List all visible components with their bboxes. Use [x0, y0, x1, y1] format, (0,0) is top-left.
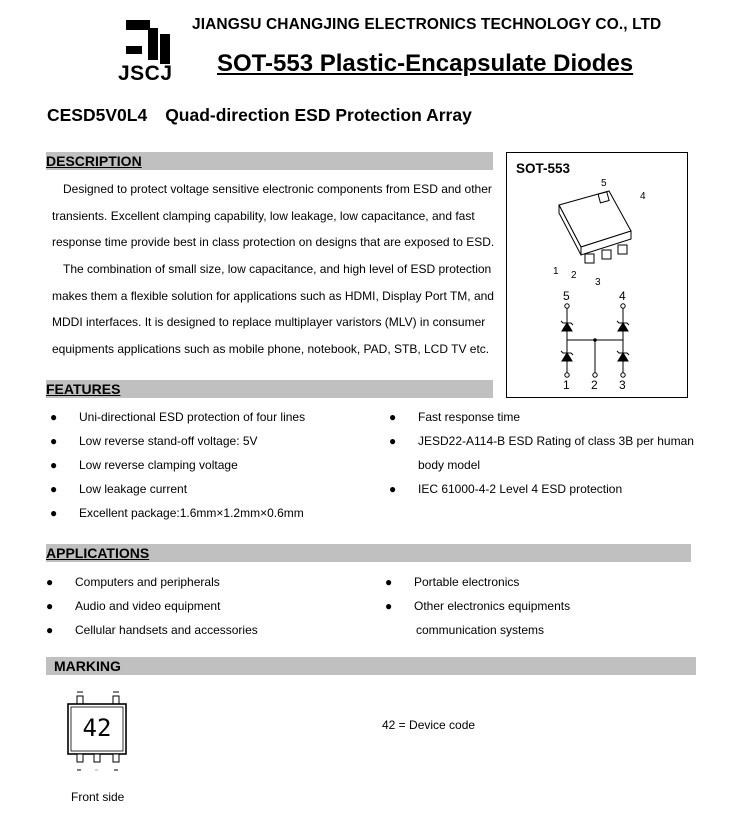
- feature-item: JESD22-A114-B ESD Rating of class 3B per human: [418, 434, 694, 448]
- schematic-pin-label: 4: [619, 289, 626, 303]
- application-item-continued: communication systems: [416, 623, 545, 637]
- feature-item: Fast response time: [418, 410, 521, 424]
- feature-item: Low reverse stand-off voltage: 5V: [79, 434, 258, 448]
- description-heading-bar: [46, 152, 493, 170]
- bullet-icon: ●: [389, 410, 397, 424]
- description-heading: DESCRIPTION: [46, 153, 142, 169]
- bullet-icon: ●: [46, 575, 54, 589]
- applications-heading: APPLICATIONS: [46, 545, 150, 561]
- bullet-icon: ●: [50, 506, 58, 520]
- pin-label: 5: [601, 178, 607, 189]
- document-title: SOT-553 Plastic-Encapsulate Diodes: [217, 50, 634, 77]
- bullet-icon: ●: [46, 599, 54, 613]
- pin-label: 3: [595, 277, 601, 288]
- company-name: JIANGSU CHANGJING ELECTRONICS TECHNOLOGY CO., LTD: [192, 16, 662, 33]
- description-line: Designed to protect voltage sensitive electronic components from ESD and other: [63, 182, 492, 196]
- marking-note: 42 = Device code: [382, 718, 476, 732]
- feature-item: Low leakage current: [79, 482, 188, 496]
- schematic-pin-label: 3: [619, 378, 626, 392]
- pin-label: 4: [640, 191, 646, 202]
- application-item: Portable electronics: [414, 575, 520, 589]
- feature-item: Low reverse clamping voltage: [79, 458, 238, 472]
- applications-heading-bar: [46, 544, 691, 562]
- bullet-icon: ●: [385, 575, 393, 589]
- schematic-pin-label: 1: [563, 378, 570, 392]
- marking-heading-bar: [46, 657, 696, 675]
- marking-code: 42: [82, 714, 112, 742]
- description-line: MDDI interfaces. It is designed to replace multiplayer varistors (MLV) in consumer: [52, 315, 486, 329]
- features-heading-bar: [46, 380, 493, 398]
- description-line: The combination of small size, low capacitance, and high level of ESD protection: [63, 262, 492, 276]
- bullet-icon: ●: [46, 623, 54, 637]
- pin-label: 2: [571, 270, 577, 281]
- feature-item: IEC 61000-4-2 Level 4 ESD protection: [418, 482, 623, 496]
- feature-item: Uni-directional ESD protection of four lines: [79, 410, 306, 424]
- description-line: equipments applications such as mobile phone, notebook, PAD, STB, LCD TV etc.: [52, 342, 490, 356]
- application-item: Audio and video equipment: [75, 599, 221, 613]
- part-row: [47, 105, 472, 126]
- application-item: Other electronics equipments: [414, 599, 571, 613]
- description-line: response time provide best in class protection on designs that are exposed to ESD.: [52, 235, 495, 249]
- application-item: Computers and peripherals: [75, 575, 220, 589]
- feature-item-continued: body model: [418, 458, 481, 472]
- description-line: transients. Excellent clamping capability, low leakage, low capacitance, and fast: [52, 209, 475, 223]
- schematic-pin-label: 2: [591, 378, 598, 392]
- application-item: Cellular handsets and accessories: [75, 623, 258, 637]
- bullet-icon: ●: [50, 482, 58, 496]
- schematic-pin-label: 5: [563, 289, 570, 303]
- marking-caption: Front side: [71, 790, 125, 804]
- description-line: makes them a flexible solution for applications such as HDMI, Display Port TM, and: [52, 289, 494, 303]
- features-heading: FEATURES: [46, 381, 121, 397]
- bullet-icon: ●: [50, 434, 58, 448]
- bullet-icon: ●: [389, 434, 397, 448]
- logo-text: JSCJ: [118, 62, 173, 85]
- package-label: SOT-553: [516, 161, 571, 176]
- feature-item: Excellent package:1.6mm×1.2mm×0.6mm: [79, 506, 304, 520]
- part-description: Quad-direction ESD Protection Array: [165, 105, 472, 125]
- bullet-icon: ●: [385, 599, 393, 613]
- bullet-icon: ●: [389, 482, 397, 496]
- bullet-icon: ●: [50, 410, 58, 424]
- bullet-icon: ●: [50, 458, 58, 472]
- marking-heading: MARKING: [54, 658, 121, 674]
- package-diagram: [506, 152, 688, 398]
- pin-label: 1: [553, 266, 559, 277]
- marking-diagram: [64, 690, 134, 780]
- part-number: CESD5V0L4: [47, 105, 148, 125]
- logo: [118, 16, 178, 88]
- schematic: [507, 153, 687, 397]
